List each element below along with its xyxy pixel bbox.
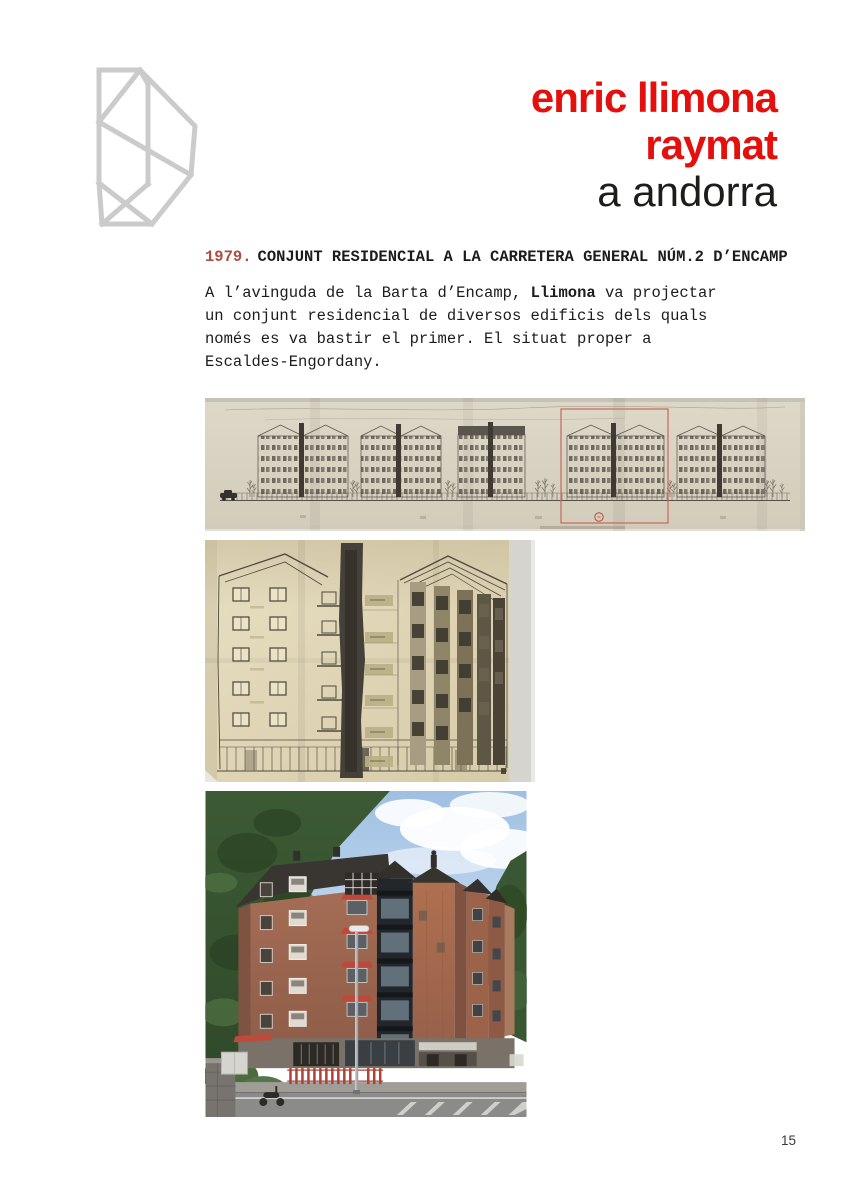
title-line-2: raymat — [645, 121, 777, 168]
page-header — [531, 74, 777, 215]
building-photo-svg — [205, 791, 527, 1117]
body-paragraph — [205, 282, 817, 374]
title-line-1: enric llimona — [530, 74, 777, 121]
site-elevation-svg — [205, 398, 805, 531]
year-label: 1979. — [205, 248, 252, 266]
section-heading — [205, 248, 817, 266]
article — [205, 248, 817, 374]
paragraph-line-2: un conjunt residencial de diversos edificis dels quals — [205, 307, 708, 325]
page-number: 15 — [781, 1133, 797, 1148]
figure-building-photograph — [205, 791, 527, 1117]
facade-elevation-svg — [205, 540, 535, 782]
paragraph-line-4: Escaldes-Engordany. — [205, 353, 382, 371]
paragraph-line-3: només es va bastir el primer. El situat proper a — [205, 330, 652, 348]
geometric-outline-logo — [85, 58, 212, 245]
title-line-3: a andorra — [597, 168, 777, 215]
bold-name: Llimona — [530, 284, 596, 302]
figure-site-elevation-drawing — [205, 398, 805, 531]
heading-text: CONJUNT RESIDENCIAL A LA CARRETERA GENERAL NÚM.2 D’ENCAMP — [257, 248, 788, 266]
figure-facade-elevation-drawing — [205, 540, 535, 782]
paragraph-line-1: A l’avinguda de la Barta d’Encamp, Llimona va projectar — [205, 284, 717, 302]
